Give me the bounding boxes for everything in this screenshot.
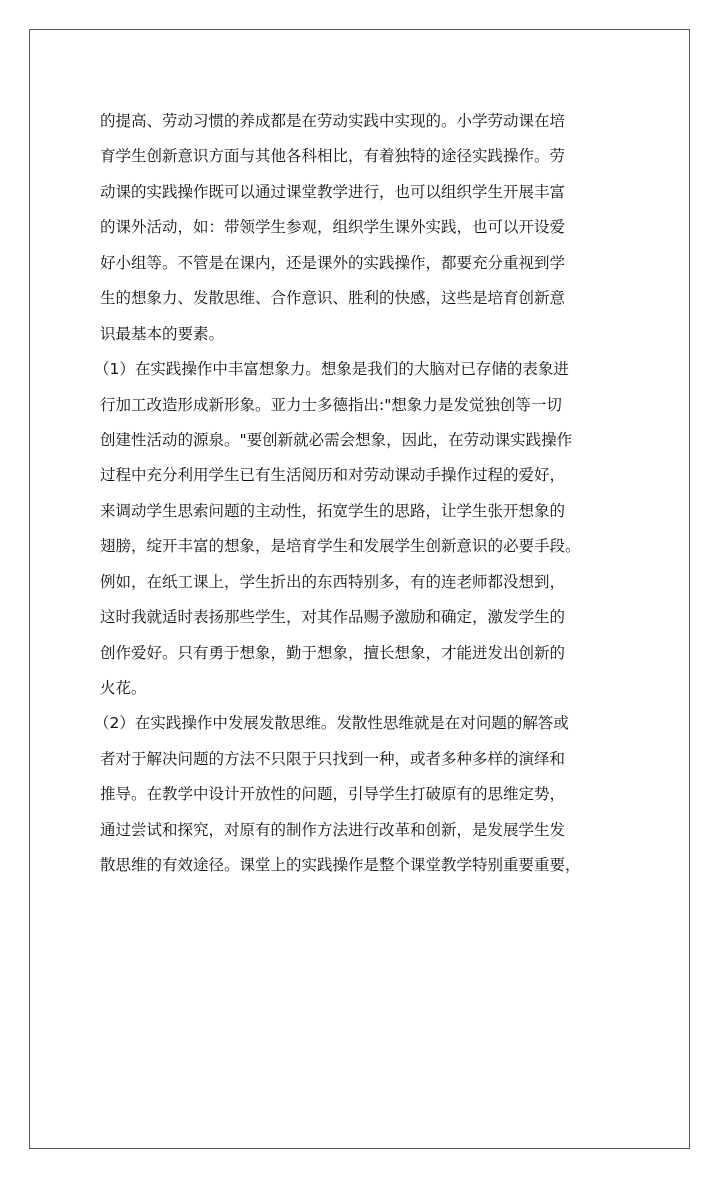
text-line: 散思维的有效途径。课堂上的实践操作是整个课堂教学特别重要重要， — [100, 856, 581, 875]
text-line: 通过尝试和探究，对原有的制作方法进行改革和创新，是发展学生发 — [100, 820, 566, 839]
text-line: 生的想象力、发散思维、合作意识、胜利的快感，这些是培育创新意 — [100, 289, 566, 308]
text-line: 例如，在纸工课上，学生折出的东西特别多，有的连老师都没想到， — [100, 572, 566, 591]
text-line: 火花。 — [100, 679, 147, 697]
text-line: 推导。在教学中设计开放性的问题，引导学生打破原有的思维定势， — [100, 785, 566, 804]
text-line: 来调动学生思索问题的主动性，拓宽学生的思路，让学生张开想象的 — [100, 501, 566, 520]
body-text — [94, 104, 640, 884]
text-line: 创作爱好。只有勇于想象，勤于想象，擅长想象，才能迸发出创新的 — [100, 643, 566, 662]
text-line: 创建性活动的源泉。"要创新就必需会想象，因此，在劳动课实践操作 — [100, 430, 573, 449]
text-line: 的提高、劳动习惯的养成都是在劳动实践中实现的。小学劳动课在培 — [100, 112, 566, 130]
text-line: 翅膀，绽开丰富的想象，是培育学生和发展学生创新意识的必要手段。 — [100, 537, 581, 556]
text-line: 行加工改造形成新形象。亚力士多德指出:"想象力是发觉独创等一切 — [100, 395, 562, 414]
text-line: 动课的实践操作既可以通过课堂教学进行，也可以组织学生开展丰富 — [100, 182, 566, 201]
paragraph-heading-2: （2）在实践操作中发展发散思维。发散性思维就是在对问题的解答或 — [94, 714, 569, 733]
text-line: 育学生创新意识方面与其他各科相比，有着独特的途径实践操作。劳 — [100, 147, 566, 166]
paragraph-heading-1: （1）在实践操作中丰富想象力。想象是我们的大脑对已存储的表象进 — [94, 360, 569, 379]
text-line: 的课外活动，如：带领学生参观，组织学生课外实践，也可以开设爱 — [100, 218, 566, 237]
text-line: 过程中充分利用学生已有生活阅历和对劳动课动手操作过程的爱好， — [100, 466, 566, 485]
text-line: 这时我就适时表扬那些学生，对其作品赐予激励和确定，激发学生的 — [100, 608, 566, 627]
text-line: 者对于解决问题的方法不只限于只找到一种，或者多种多样的演绎和 — [100, 749, 566, 768]
text-line: 识最基本的要素。 — [100, 324, 225, 343]
text-line: 好小组等。不管是在课内，还是课外的实践操作，都要充分重视到学 — [100, 253, 566, 272]
